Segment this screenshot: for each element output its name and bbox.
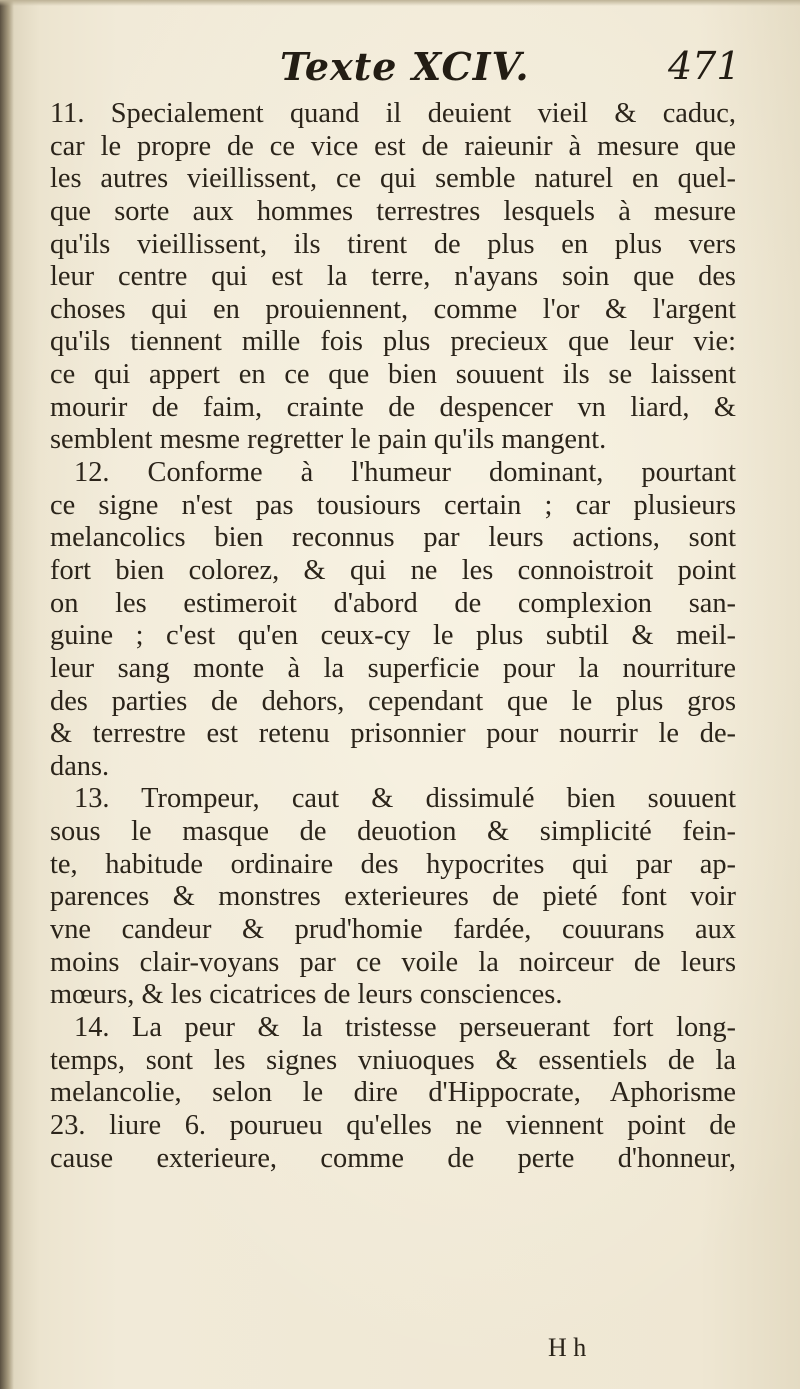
text-line: melancolics bien reconnus par leurs actions, sont — [50, 522, 736, 554]
text-line: parences & monstres exterieures de pieté font voir — [50, 881, 736, 913]
text-line: les autres vieillissent, ce qui semble naturel en quel- — [50, 163, 736, 195]
text-line: 12. Conforme à l'humeur dominant, pourtant — [74, 457, 736, 489]
page-number: 471 — [668, 44, 741, 88]
text-line: cause exterieure, comme de perte d'honneur, — [50, 1142, 736, 1174]
text-line: on les estimeroit d'abord de complexion san- — [50, 587, 736, 619]
binding-gutter — [0, 0, 14, 1389]
text-line: qu'ils vieillissent, ils tirent de plus en plus vers — [50, 228, 736, 260]
text-line: & terrestre est retenu prisonnier pour nourrir le de- — [50, 718, 736, 750]
running-title: Texte XCIV. — [280, 44, 530, 89]
text-line: ce signe n'est pas tousiours certain ; car plusieurs — [50, 489, 736, 521]
text-line: temps, sont les signes vniuoques & essentiels de la — [50, 1044, 736, 1076]
text-line: mourir de faim, crainte de despencer vn liard, & — [50, 391, 736, 423]
text-line: 23. liure 6. pourueu qu'elles ne viennent point de — [50, 1109, 736, 1141]
text-line: melancolie, selon le dire d'Hippocrate, Aphorisme — [50, 1077, 736, 1109]
text-line: 14. La peur & la tristesse perseuerant fort long- — [74, 1011, 736, 1043]
text-line: semblent mesme regretter le pain qu'ils mangent. — [50, 424, 607, 456]
text-line: sous le masque de deuotion & simplicité fein- — [50, 816, 736, 848]
text-line: ce qui appert en ce que bien souuent ils se laissent — [50, 359, 736, 391]
page-header — [0, 40, 800, 100]
page-top-edge — [0, 0, 800, 6]
text-line: mœurs, & les cicatrices de leurs consciences. — [50, 979, 563, 1011]
text-line: choses qui en prouiennent, comme l'or & l'argent — [50, 293, 736, 325]
text-line: leur centre qui est la terre, n'ayans soin que des — [50, 261, 736, 293]
text-line: des parties de dehors, cependant que le plus gros — [50, 685, 736, 717]
text-line: te, habitude ordinaire des hypocrites qui par ap- — [50, 848, 736, 880]
text-line: que sorte aux hommes terrestres lesquels à mesure — [50, 195, 736, 227]
signature-mark: H h — [548, 1333, 587, 1362]
text-line: leur sang monte à la superficie pour la nourriture — [50, 652, 736, 684]
text-line: fort bien colorez, & qui ne les connoistroit point — [50, 554, 736, 586]
text-line: 11. Specialement quand il deuient vieil & caduc, — [50, 98, 736, 129]
text-line: dans. — [50, 750, 110, 782]
text-line: guine ; c'est qu'en ceux-cy le plus subtil & meil- — [50, 620, 736, 652]
text-line: qu'ils tiennent mille fois plus precieux que leur vie: — [50, 326, 736, 358]
body-text — [50, 98, 736, 1175]
text-line: moins clair-voyans par ce voile la noirceur de leurs — [50, 946, 736, 978]
text-line: 13. Trompeur, caut & dissimulé bien souuent — [74, 783, 736, 815]
text-line: car le propre de ce vice est de raieunir à mesure que — [50, 130, 736, 162]
text-line: vne candeur & prud'homie fardée, couurans aux — [50, 914, 736, 946]
